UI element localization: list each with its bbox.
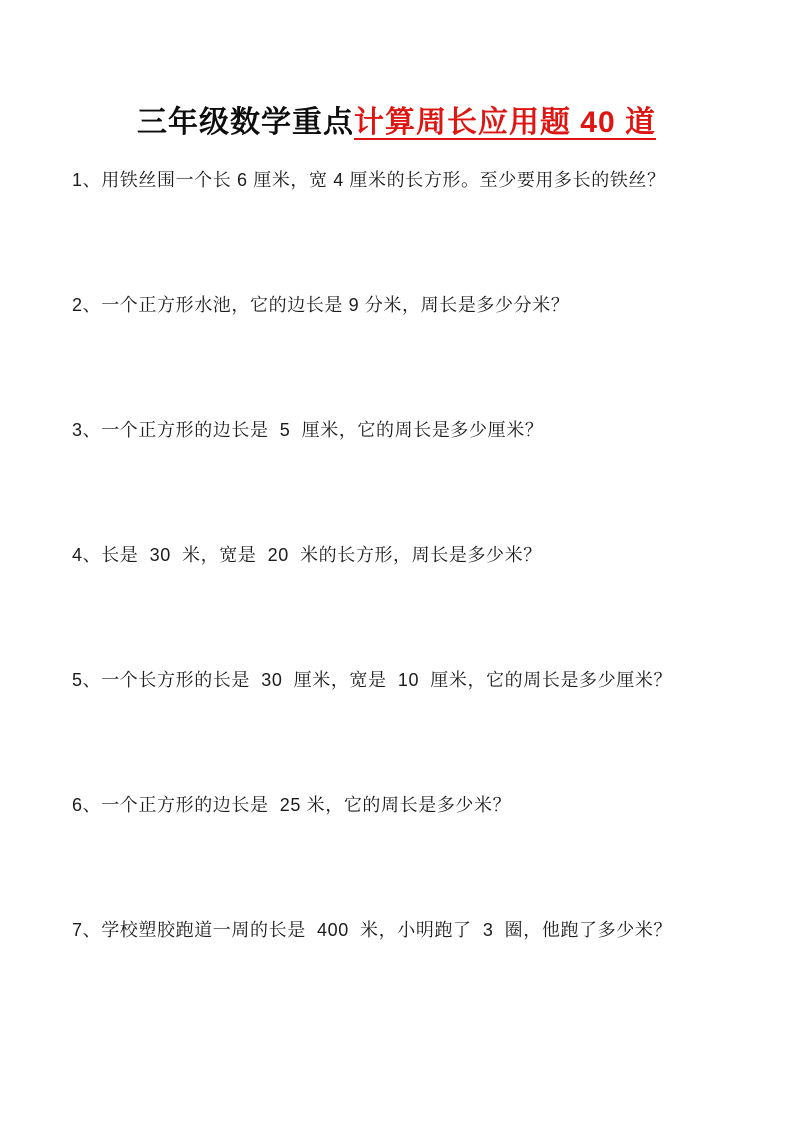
- question-item-7: 7、学校塑胶跑道一周的长是 400 米，小明跑了 3 圈，他跑了多少米？: [72, 920, 673, 940]
- question-item-1: 1、用铁丝围一个长 6 厘米，宽 4 厘米的长方形。至少要用多长的铁丝？: [72, 170, 666, 190]
- page-title-prefix: 三年级数学重点: [136, 106, 354, 139]
- page-title-highlight: 计算周长应用题 40 道: [353, 106, 657, 139]
- question-item-6: 6、一个正方形的边长是 25 米，它的周长是多少米？: [72, 795, 512, 815]
- page-title: [0, 101, 793, 145]
- question-item-5: 5、一个长方形的长是 30 厘米，宽是 10 厘米，它的周长是多少厘米？: [72, 670, 673, 690]
- question-item-3: 3、一个正方形的边长是 5 厘米，它的周长是多少厘米？: [72, 420, 544, 440]
- question-item-2: 2、一个正方形水池，它的边长是 9 分米，周长是多少分米？: [72, 295, 570, 315]
- question-item-4: 4、长是 30 米，宽是 20 米的长方形，周长是多少米？: [72, 545, 542, 565]
